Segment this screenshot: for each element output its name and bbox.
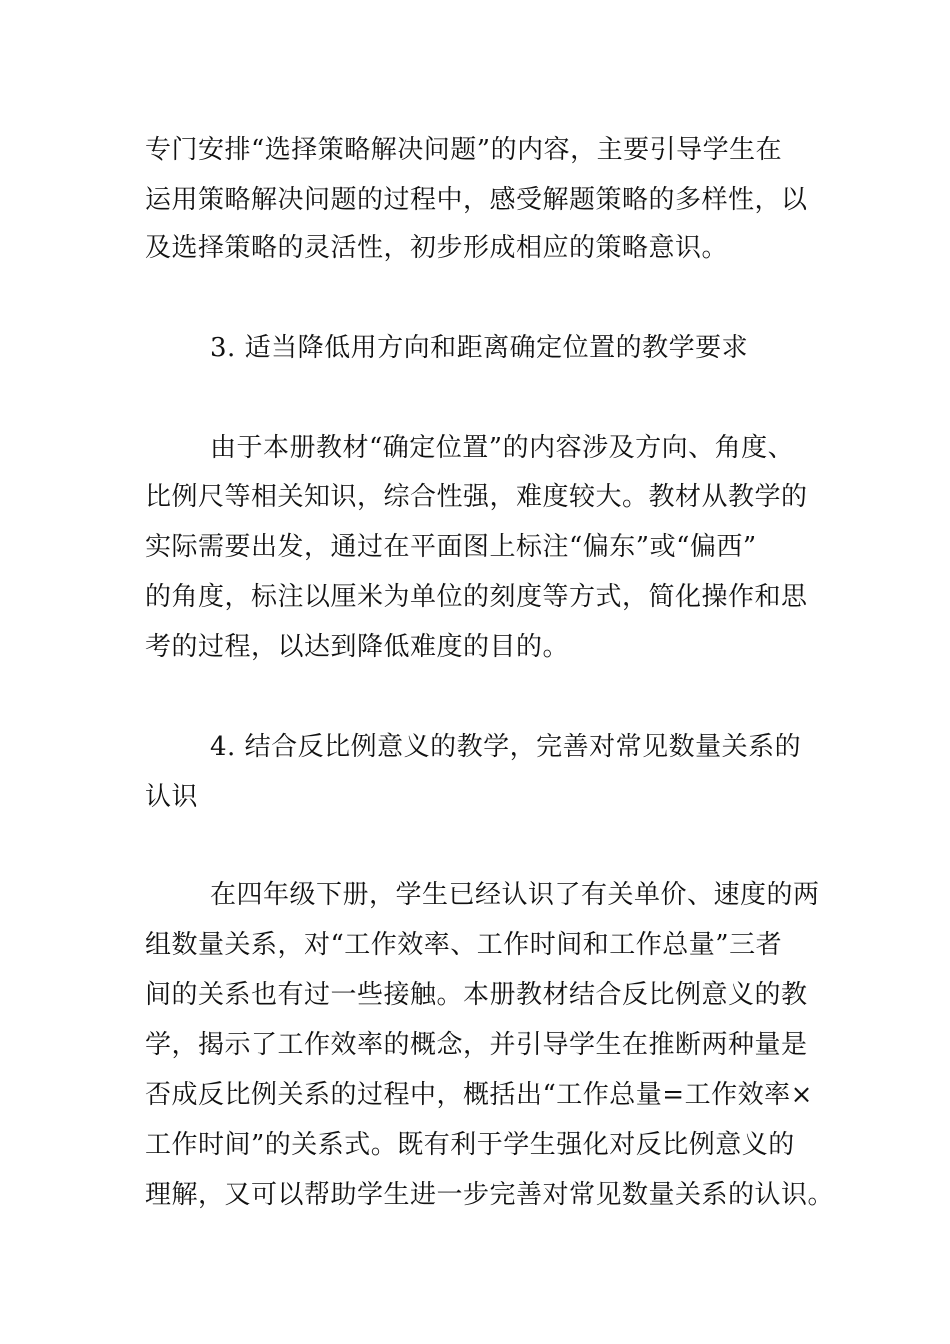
paragraph-3-line-7: 理解，又可以帮助学生进一步完善对常见数量关系的认识。: [145, 1180, 835, 1210]
paragraph-1-line-3: 及选择策略的灵活性，初步形成相应的策略意识。: [145, 233, 729, 263]
paragraph-1-line-2: 运用策略解决问题的过程中，感受解题策略的多样性，以: [145, 185, 808, 215]
section-heading-4-line-1: 4. 结合反比例意义的教学，完善对常见数量关系的: [210, 732, 802, 762]
paragraph-3-line-1: 在四年级下册，学生已经认识了有关单价、速度的两: [210, 880, 820, 910]
paragraph-2-line-3: 实际需要出发，通过在平面图上标注“偏东”或“偏西”: [145, 532, 757, 562]
paragraph-2-line-1: 由于本册教材“确定位置”的内容涉及方向、角度、: [210, 433, 795, 463]
paragraph-2-line-5: 考的过程，以达到降低难度的目的。: [145, 632, 570, 662]
paragraph-3-line-2: 组数量关系，对“工作效率、工作时间和工作总量”三者: [145, 930, 783, 960]
paragraph-3-line-4: 学，揭示了工作效率的概念，并引导学生在推断两种量是: [145, 1030, 808, 1060]
paragraph-2-line-2: 比例尺等相关知识，综合性强，难度较大。教材从教学的: [145, 482, 808, 512]
paragraph-3-line-6: 工作时间”的关系式。既有利于学生强化对反比例意义的: [145, 1130, 795, 1160]
paragraph-3-line-3: 间的关系也有过一些接触。本册教材结合反比例意义的教: [145, 980, 808, 1010]
section-heading-3: 3. 适当降低用方向和距离确定位置的教学要求: [210, 333, 749, 363]
paragraph-1-line-1: 专门安排“选择策略解决问题”的内容，主要引导学生在: [145, 135, 783, 165]
section-heading-4-line-2: 认识: [145, 782, 199, 812]
paragraph-2-line-4: 的角度，标注以厘米为单位的刻度等方式，简化操作和思: [145, 582, 808, 612]
paragraph-3-line-5: 否成反比例关系的过程中，概括出“工作总量=工作效率×: [145, 1080, 813, 1110]
